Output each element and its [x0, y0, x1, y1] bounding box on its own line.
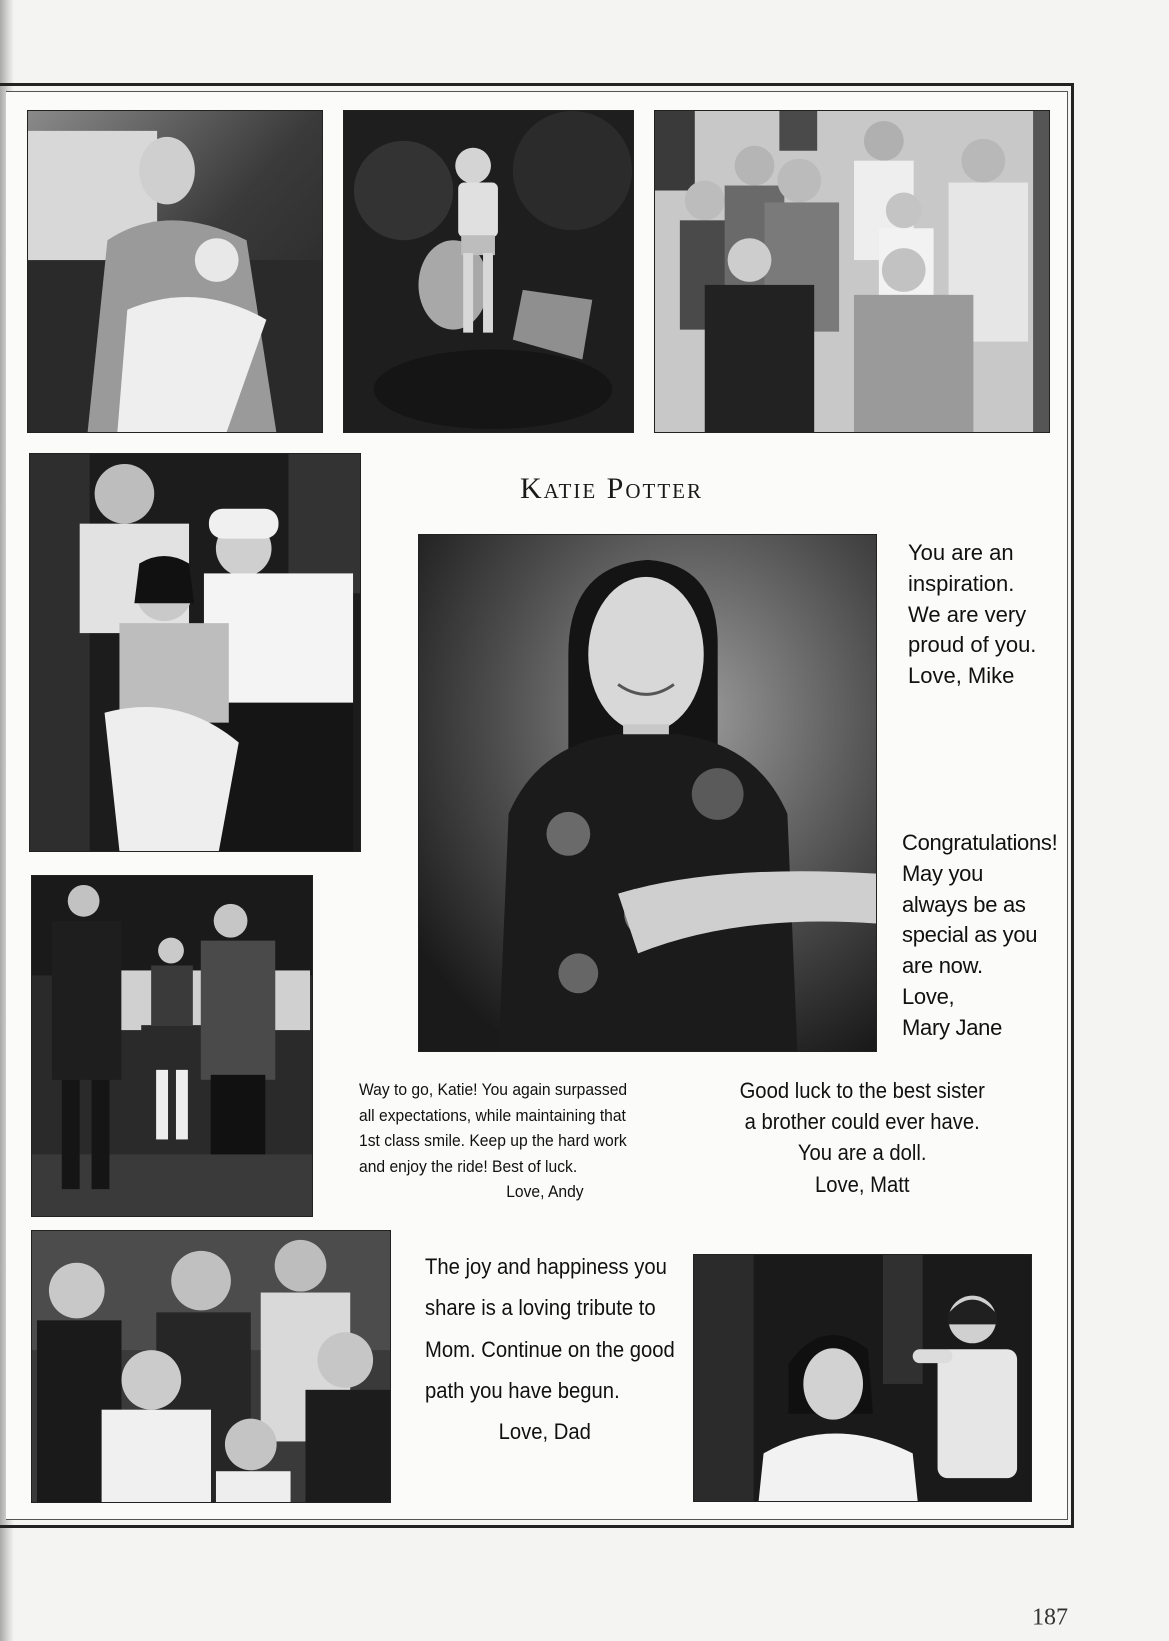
message-line: Mary Jane [902, 1014, 1003, 1040]
message-line: share is a loving tribute to [425, 1295, 656, 1321]
message-matt [738, 1075, 986, 1200]
message-line: always be as [902, 891, 1026, 917]
message-line: Good luck to the best sister [739, 1078, 985, 1103]
message-line: Mom. Continue on the good [425, 1336, 675, 1362]
message-mike [908, 538, 1036, 692]
message-line: You are a doll. [797, 1140, 927, 1166]
message-line: 1st class smile. Keep up the hard work [359, 1131, 627, 1150]
photo-woman-and-child [693, 1254, 1032, 1502]
message-signature: Love, Andy [506, 1182, 584, 1201]
message-line: Love, Matt [814, 1171, 910, 1197]
message-line: and enjoy the ride! Best of luck. [359, 1156, 578, 1176]
message-line: You are an [908, 540, 1014, 565]
photo-family-group-indoors [654, 110, 1050, 433]
message-andy [359, 1077, 627, 1205]
message-line: a brother could ever have. [744, 1109, 980, 1135]
message-mary-jane [902, 828, 1057, 1044]
message-line: special as you [902, 922, 1038, 948]
message-line: Congratulations! [902, 830, 1058, 855]
message-line: Love, Mike [908, 663, 1015, 689]
photo-family-portrait [31, 1230, 391, 1503]
message-line: all expectations, while maintaining that [359, 1105, 626, 1125]
message-line: Love, [902, 983, 955, 1009]
page-title: Katie Potter [520, 472, 703, 505]
photo-girl-sitting-on-rock [343, 110, 634, 433]
message-line: We are very [908, 601, 1027, 627]
message-line: The joy and happiness you [425, 1254, 667, 1279]
portrait-katie-potter [418, 534, 877, 1052]
message-line: proud of you. [908, 632, 1037, 658]
message-line: path you have begun. [425, 1378, 620, 1404]
message-line: are now. [902, 953, 983, 979]
message-line: May you [902, 860, 984, 886]
page-number: 187 [1032, 1604, 1068, 1631]
photo-mother-holding-baby [27, 110, 323, 433]
photo-girl-with-grandparents [29, 453, 361, 852]
message-signature: Love, Dad [498, 1419, 591, 1445]
message-line: inspiration. [908, 570, 1015, 596]
photo-girl-with-parents [31, 875, 313, 1217]
message-line: Way to go, Katie! You again surpassed [359, 1080, 628, 1099]
message-dad [425, 1246, 675, 1453]
